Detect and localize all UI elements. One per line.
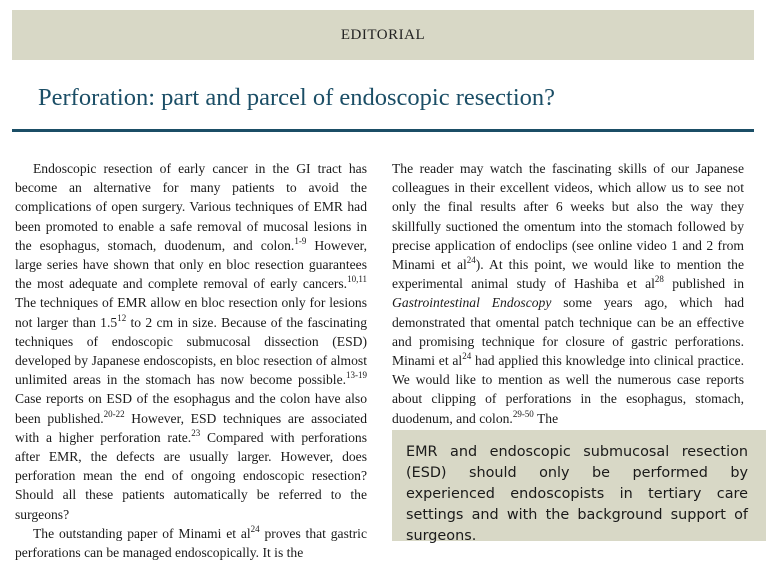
title-rule	[12, 129, 754, 132]
paragraph: Endoscopic resection of early cancer in the GI tract has become an alternative for many patients to avoid the complications of open surgery. Various techniques of EMR had been promoted to enable a safe removal of mucosal lesions in the esophagus, stomach, duodenum, and colon.$^{1-9}$ However, large series have shown that only en bloc resection guarantees the most adequate and complete removal of early cancers.$^{10,11}$ The techniques of EMR allow en bloc resection only for lesions not larger than $1.5^{12}$ to 2 cm in size. Because of the fascinating techniques of endoscopic submucosal dissection (ESD) developed by Japanese endoscopists, en bloc resection of almost unlimited areas in the stomach has now become possible.$^{13-19}$ Case reports on ESD of the esophagus and the colon have also been published.$^{20-22}$ However, ESD techniques are associated with a higher perforation rate.$^{23}$ Compared with perforations after EMR, the defects are usually larger. However, does perforation mean the end of ongoing endoscopic resection? Should all these patients automatically be referred to the surgeons?	[15, 161, 368, 522]
header-band	[12, 10, 754, 60]
left-column	[15, 159, 368, 561]
reference: 20-22	[103, 408, 125, 419]
paragraph: The reader may watch the fascinating skills of our Japanese colleagues in their excellent videos, which allow us to see not only the final results after 6 weeks but also the way they skillfully suctioned the omentum into the stomach followed by precise application of endoclips (see online video 1 and 2 from Minami et $al^{24}$). At this point, we would like to mention the experimental animal study of Hashiba et $al^{28}$ published in Gastrointestinal Endoscopy some years ago, which had demonstrated that omental patch technique can be an effective and promising technique for closure of gastric perforations. Minami et $al^{24}$ had applied this knowledge into clinical practice. We would like to mention as well the numerous case reports about clipping of perforations in the esophagus, stomach, duodenum, and colon.$^{29-50}$ The	[392, 161, 745, 426]
reference: 24	[466, 255, 476, 266]
reference: 13-19	[346, 370, 367, 381]
reference: 28	[654, 274, 664, 285]
article-title: Perforation: part and parcel of endoscopic resection?	[38, 84, 556, 111]
reference: 29-50	[512, 408, 534, 419]
pull-quote-box	[392, 430, 766, 544]
reference: 23	[191, 427, 201, 438]
reference: 10,11	[347, 274, 367, 285]
reference: 24	[250, 523, 260, 534]
reference: 1-9	[294, 235, 307, 246]
reference: 24	[462, 351, 472, 362]
reference: 12	[117, 312, 127, 323]
journal-name: Gastrointestinal Endoscopy	[392, 295, 552, 311]
pull-quote-text: EMR and endoscopic submucosal resection (ESD) should only be performed by experienced endoscopists in tertiary care settings and with the background support of surgeons.	[406, 444, 748, 544]
right-column	[392, 159, 745, 426]
section-label: EDITORIAL	[340, 26, 426, 43]
paragraph: The outstanding paper of Minami et $al^{24}$ proves that gastric perforations can be managed endoscopically. It is the	[15, 523, 367, 561]
